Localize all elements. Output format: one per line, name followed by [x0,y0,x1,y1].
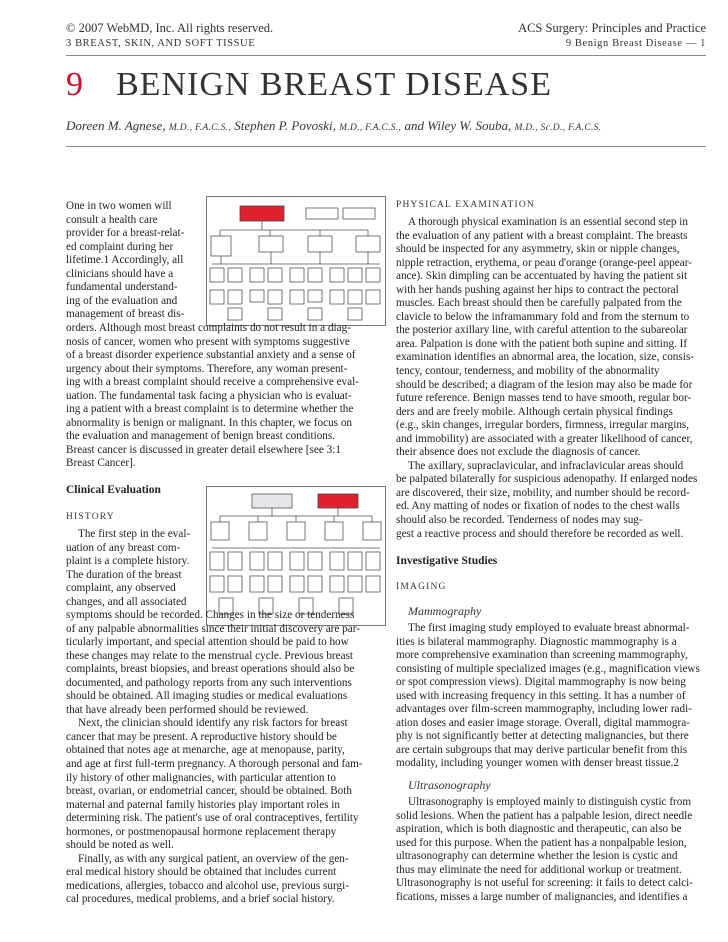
section-heading: Clinical Evaluation [66,484,161,496]
text-line: symptoms should be recorded. Changes in the size or tenderness [66,609,355,621]
author-credentials: M.D., F.A.C.S., [168,123,232,133]
text-line: used with increasing frequency in this setting. It has a number of [396,689,686,702]
intro-paragraph-wrap [66,200,196,322]
text-line: used for this purpose. When the patient has a nonpalpable lesion, [396,836,687,849]
text-line: ities is bilateral mammography. Diagnostic mammography is a [396,635,677,648]
text-line: obtained that notes age at menarche, age at menopause, parity, [66,744,345,757]
flow-start-box [252,494,292,508]
author-name: Stephen P. Povoski, [234,118,336,133]
text-line: ance). Skin dimpling can be accentuated by having the patient sit [396,270,688,283]
text-line: or spot compression views). Digital mammography is now being [396,676,686,689]
flow-box [343,208,375,219]
text-line: examination identifies an abnormal area, the location, size, consis- [396,351,694,364]
flow-start-box [240,206,284,221]
author-name: Doreen M. Agnese, [66,118,166,133]
mammography-paragraph [396,622,706,771]
text-line: determining risk. The patient's use of oral contraceptives, fertility [66,812,359,825]
text-line: future reference. Benign masses tend to have smooth, regular bor- [396,392,692,405]
text-line: hormones, or postmenopausal hormone replacement therapy [66,825,337,838]
text-line: Breast Cancer]. [66,457,136,470]
author-credentials: M.D., F.A.C.S., [339,123,402,133]
intro-paragraph [66,322,375,471]
topic-heading: Ultrasonography [408,778,491,792]
text-line: thus may eliminate the need for additional workup or treatment. [396,863,682,876]
text-line: ily history of other malignancies, with particular attention to [66,771,336,784]
text-line: gest a reactive process and should therefore be recorded as well. [396,527,684,540]
text-line: changes, and all associated [66,595,187,608]
text-line: cal procedures, medical problems, and a brief social history. [66,893,335,906]
text-line: eral medical history should be obtained that includes current [66,866,337,879]
topic-heading: Mammography [408,604,482,618]
text-line: should be noted as well. [66,839,174,852]
text-line: be palpated bilaterally for suspicious adenopathy. If enlarged nodes [396,473,698,486]
text-line: The axillary, supraclavicular, and infraclavicular areas should [408,459,684,472]
subsection-heading: PHYSICAL EXAMINATION [396,200,535,210]
text-line: should be inspected for any asymmetry, skin or nipple changes, [396,243,680,256]
text-line: more comprehensive examination than screening mammography, [396,649,688,662]
flow-box [306,208,338,219]
text-line: orders. Although most breast complaints do not result in a diag- [66,322,351,334]
text-line: area. Palpation is done with the patient both supine and sitting. If [396,337,688,350]
chapter-title: BENIGN BREAST DISEASE [116,66,552,103]
history-paragraph-wrap [66,528,196,609]
text-line: The first imaging study employed to evaluate breast abnormal- [408,622,690,634]
page-label: 9 Benign Breast Disease — 1 [565,38,706,49]
copyright-notice: © 2007 WebMD, Inc. All rights reserved. [66,21,274,35]
text-line: lifetime.1 Accordingly, all [66,254,184,267]
text-line: ed complaint during her [66,240,174,253]
text-line: fundamental understand- [66,281,178,294]
text-line: aspiration, which is both diagnostic and therapeutic, can also be [396,823,682,836]
author-credentials: M.D., Sc.D., F.A.C.S. [514,123,602,133]
section-heading: Investigative Studies [396,555,498,567]
algorithm-thumbnail [206,486,386,626]
text-line: solid lesions. When the patient has a palpable lesion, direct needle [396,809,693,822]
text-line: ing of the evaluation and [66,294,178,307]
text-line: consisting of multiple specialized images (e.g., magnification views [396,662,700,675]
header-rule [66,55,706,56]
algorithm-thumbnail [206,196,386,326]
ultrasonography-paragraph [396,796,706,904]
text-line: nipple retraction, erythema, or peau d'orange (orange-peel appear- [396,256,692,269]
text-line: Finally, as with any surgical patient, an overview of the gen- [78,852,349,865]
text-line: that have already been performed should be reviewed. [66,703,309,716]
text-line: provider for a breast-relat- [66,227,185,240]
text-line: should be described; a diagram of the lesion may also be made for [396,378,693,391]
text-line: maternal and paternal family histories play important roles in [66,798,341,811]
text-line: Ultrasonography is not useful for screening: it fails to detect calci- [396,877,693,890]
text-line: The duration of the breast [66,568,182,581]
text-line: Next, the clinician should identify any risk factors for breast [78,717,348,730]
text-line: are discovered, their size, mobility, and number should be record- [396,486,690,499]
text-line: the posterior axillary line, with careful attention to the subareolar [396,324,688,337]
text-line: Ultrasonography is employed mainly to distinguish cystic from [408,796,692,808]
text-line: should also be recorded. Tenderness of nodes may sug- [396,514,643,527]
text-line: abnormality is benign or malignant. In this chapter, we focus on [66,416,353,429]
chapter-number: 9 [66,66,83,103]
author-line [66,118,601,134]
text-line: with her hands pushing against her hips to contract the pectoral [396,283,679,296]
physical-exam-paragraph [396,216,706,541]
text-line: and immobility) are associated with a greater likelihood of cancer, [396,432,693,445]
text-line: the evaluation of any patient with a breast complaint. The breasts [396,229,688,242]
text-line: are certain subgroups that may derive particular benefit from this [396,743,688,756]
text-line: modality, including younger women with denser breast tissue.2 [396,757,679,770]
flow-box [211,236,231,256]
text-line: ders and are freely mobile. Although certain physical findings [396,405,673,418]
text-line: A thorough physical examination is an essential second step in [408,216,688,228]
text-line: ation doses and easier image storage. Overall, digital mammogra- [396,716,690,729]
text-line: ticularly important, and special attention should be paid to how [66,636,349,649]
text-line: ing a patient with a breast complaint is to determine whether the [66,403,354,416]
text-line: the evaluation and management of benign breast conditions. [66,430,336,443]
text-line: cancer that may be present. A reproductive history should be [66,730,337,743]
history-paragraph [66,609,375,907]
author-name: and Wiley W. Souba, [404,118,512,133]
subsection-heading: IMAGING [396,582,447,592]
text-line: phy is not significantly better at detecting malignancies, but there [396,730,689,743]
text-line: consult a health care [66,213,158,226]
text-line: and age at first full-term pregnancy. A thorough personal and fam- [66,758,363,771]
text-line: of a breast disorder experience substantial anxiety and a sense of [66,349,356,362]
text-line: urgency about their symptoms. Therefore, any woman present- [66,362,348,375]
text-line: management of breast dis- [66,308,185,321]
text-line: Breast cancer is discussed in greater detail elsewhere [see 3:1 [66,443,341,456]
text-line: (e.g., skin changes, irregular borders, firmness, irregular margins, [396,419,690,432]
text-line: nosis of cancer, women who present with symptoms suggestive [66,335,350,348]
journal-title: ACS Surgery: Principles and Practice [518,21,706,35]
text-line: tency, contour, tenderness, and mobility of the abnormality [396,365,660,378]
text-line: muscles. Each breast should then be carefully palpated from the [396,297,682,310]
text-line: ing with a breast complaint should receive a comprehensive eval- [66,376,359,389]
title-rule [66,146,706,147]
text-line: uation of any breast com- [66,541,181,554]
flow-box [356,236,380,252]
text-line: complaints, breast biopsies, and breast operations should also be [66,663,355,676]
text-line: of any palpable abnormalities since their initial discovery are par- [66,622,360,635]
text-line: clavicle to below the inframammary fold and from the sternum to [396,310,690,323]
flow-highlight-box [318,494,358,508]
text-line: complaint, any observed [66,582,176,595]
text-line: ultrasonography can determine whether the lesion is cystic and [396,850,678,863]
flow-box [308,236,332,252]
section-label: 3 BREAST, SKIN, AND SOFT TISSUE [66,38,256,49]
subsection-heading: HISTORY [66,512,115,522]
text-line: plaint is a complete history. [66,555,190,568]
text-line: One in two women will [66,200,172,212]
text-line: clinicians should have a [66,267,174,280]
flow-box [259,236,283,252]
text-line: The first step in the eval- [78,528,191,540]
text-line: these changes may relate to the menstrual cycle. Previous breast [66,649,354,662]
text-line: breast, ovarian, or endometrial cancer, should be obtained. Both [66,785,352,798]
text-line: their absence does not exclude the diagnosis of cancer. [396,446,641,459]
text-line: medications, allergies, tobacco and alcohol use, previous surgi- [66,879,349,892]
text-line: advantages over film-screen mammography, including lower radi- [396,703,692,716]
text-line: ed. Any matting of nodes or fixation of nodes to the chest walls [396,500,680,513]
text-line: fications, misses a large number of malignancies, and identifies a [396,890,688,903]
text-line: uation. The fundamental task facing a physician who is evaluat- [66,389,352,402]
text-line: should be obtained. All imaging studies or medical evaluations [66,690,348,703]
text-line: documented, and pathology reports from any such interventions [66,676,352,689]
